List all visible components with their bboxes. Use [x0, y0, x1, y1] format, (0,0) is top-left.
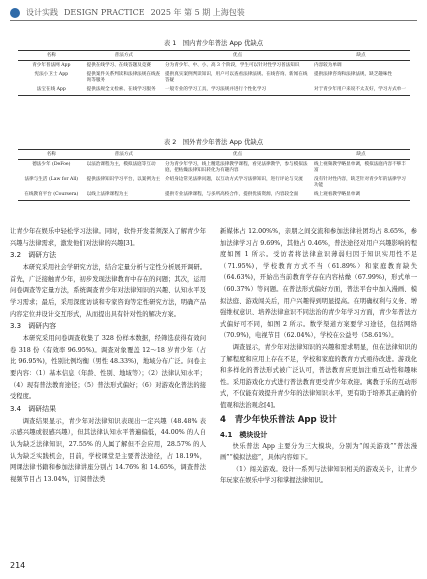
table-cell: 没有针对性内容，缺乏针对青少年的法律学习功能 [313, 177, 406, 189]
table-header-cell: 普法方式 [85, 51, 163, 61]
table-header-cell: 名称 [18, 150, 85, 160]
table-header-cell: 名称 [18, 51, 85, 61]
journal-name-en: DESIGN PRACTICE [64, 8, 145, 17]
heading-4: 4 青少年快乐普法 App 设计 [220, 414, 337, 425]
table2-caption: 表 2 国外青少年普法 App 优缺点 [163, 138, 264, 146]
header-rule [10, 20, 417, 21]
paragraph-modules: 快乐普法 App 主要分为三大模块，分别为“闯关游戏”“普法漫画”“模拟法庭”，具体内容如下。 [220, 442, 417, 462]
paragraph-summary: 调查显示，青少年对法律知识的兴趣和需求明显，但在法律知识的了解程度和应用上存在不足，学校和家庭的教育方式亟待改进。游戏化和多样化的普法形式被广泛认可，普法教育应更加注重互动性和趣味性。采用游戏化方式进行普法教育更受青少年欢迎。寓教于乐的互动形式，不仅能有效提升青少年的法律知识水平，更有助于培养其正确的价值观和法治观念[4]。 [220, 343, 417, 409]
table-cell: 一般专业的学习工具，学习法规并进行个性化学习 [163, 86, 312, 96]
heading-4-1: 4.1 模块设计 [220, 430, 268, 439]
table-cell: 法律与生活 (Law for All) [24, 177, 79, 183]
paragraph-content: 本研究采用问卷调查收集了 328 份样本数据，经筛选获得有效问卷 318 份（有效率 96.95%)。调查对象覆盖 12～18 岁青少年（占比 96.95%)，性别比例均衡（男性 48.33%)，地域分布广泛。问卷主要内容：（1）基本信息（年龄、性别、地域等）；（2）法律认知水平；（4）现有普法教育途径；（5）普法形式偏好；（6）对游戏化普法的接受程度。 [10, 335, 206, 401]
running-header [10, 7, 245, 18]
paragraph-methods: 本研究采用社会学研究方法，结合定量分析与定性分析展开调研。首先，广泛接触青少年，初步发现法律教育中存在的问题；其次，运用问卷调查等定量方法，系统调查青少年对法律知识的兴趣、认知水平及学习需求；最后，采用深度访谈和专家咨询等定性研究方法，明确产品内容定位并设计交互形式，从而提出具有针对性的解决方案。 [10, 264, 206, 318]
table-cell: 提供在线学习、在线答题及竞赛 [86, 62, 151, 68]
table-cell: 青少年普法网 App [32, 62, 71, 68]
table-row [18, 176, 410, 191]
journal-name: 设计实践 [26, 8, 58, 17]
table-row [18, 86, 410, 96]
table-header-cell: 缺点 [312, 150, 410, 160]
table-cell: 线上视频教学略显单调，模拟法庭内容不够丰富 [313, 161, 406, 173]
table-cell: 提供法律知识学习平台，以案例为主 [86, 177, 161, 183]
left-column [10, 226, 206, 485]
table-header-cell: 优点 [163, 51, 312, 61]
table-cell: 内容较为单调 [313, 62, 342, 68]
table-cell: 分为青少年学习，线上精选法律教学课程，看见法律教学，参与模拟法庭，把枯燥法律知识转化为有趣内容 [165, 161, 308, 173]
table-cell: 提供法规全文检索、在线学习服务 [85, 86, 163, 96]
table-row [18, 160, 410, 176]
heading-3-4: 3.4 调研结果 [10, 404, 57, 413]
table-cell: 德法少年 (DeFoe) [32, 161, 71, 167]
table-cell: 提供法律咨询和法律法规，缺乏趣味性 [313, 71, 393, 77]
table-cell: 提供案件关系判读和法律法规在线查询等服务 [86, 71, 161, 84]
table-cell: 法宝在线 App [18, 86, 85, 96]
table-cell: 以法治课程为主，模拟法庭等互动 [86, 161, 156, 167]
table-cell: 以线上法律课程为主 [85, 191, 163, 201]
table-header-cell: 普法方式 [85, 150, 163, 160]
table-cell: 宪法小卫士 App [34, 71, 69, 77]
table-row [18, 70, 410, 85]
issue-info: 2025 年 第 5 期 上海包装 [150, 8, 245, 17]
table1-caption: 表 1 国内青少年普法 App 优缺点 [163, 39, 264, 47]
right-column [220, 226, 417, 487]
table-cell: 提供专业法律课程，与多所高校合作，提供优质资源，内容较全面 [163, 191, 312, 201]
paragraph-game: （1）闯关游戏。设计一系列与法律知识相关的游戏关卡，让青少年玩家在娱乐中学习和掌握法律知识。 [220, 465, 417, 485]
table-row [18, 191, 410, 201]
journal-logo-icon [10, 8, 20, 18]
table-cell: 介绍身边常见法律问题，以互动方式学习法律知识，进行评论与交流 [165, 177, 303, 183]
table-cell: 线上观看教学略显单调 [312, 191, 410, 201]
table-cell: 提供真实案例判读知识，用户可以查看法律法规、在线咨询、新闻在线答疑 [165, 71, 308, 84]
table-domestic-apps [18, 50, 410, 96]
table-cell: 分为青少年、中、小、高 3 个阶段，学生可以针对性学习普法知识 [165, 62, 300, 68]
table-row [18, 61, 410, 71]
table-header-cell: 缺点 [312, 51, 410, 61]
paragraph-results: 调查结果显示，青少年对法律知识表现出一定兴趣（48.48% 表示感兴趣或很感兴趣），但其法律认知水平普遍偏低，44.00% 的人自认为缺乏法律知识，27.55% 的人属了解但不会应用，28.57% 的人认为缺乏实践机会，目前，学校课堂是主要普法途径，占 18.19%，网课法律书籍和参加法律讲座分别占 14.76% 和 14.65%，调查普法视频节目占 13.04%，订阅普法类 [10, 417, 206, 483]
table-cell: 在线教育平台 (Coursera) [18, 191, 85, 201]
heading-3-3: 3.3 调研内容 [10, 322, 57, 331]
table-foreign-apps [18, 149, 410, 201]
intro-paragraph: 让青少年在娱乐中轻松学习法律。同时，软件开发者须深入了解青少年兴趣与法律需求，激发他们对法律的兴趣[3]。 [10, 228, 206, 247]
page-number: 214 [10, 561, 26, 570]
heading-3-2: 3.2 调研方法 [10, 251, 57, 260]
table-header-cell: 优点 [163, 150, 312, 160]
paragraph-results-cont: 新媒体占 12.00%%，亲朋之间交流和参加法律社团均占 8.65%，参加法律学习占 9.69%，其他占 0.46%，普法途径对用户兴趣影响的程度如图 1 所示。受访者将法律意识薄弱归因于知识实用性不足（71.95%)，学校教育方式不当（61.89%）和家庭教育缺失（64.63%)，开始出当前教育学存在内容枯燥（67.99%)，形式单一（60.37%）等问题。在普法形式偏好方面，普法平台中加入漫画、模拟法庭、游戏闯关后，用户兴趣得到明显提高。在明确权利与义务、增强维权意识、培养法律意识不同法治的青少年学习方面，青少年普法方式偏好可不同，如图 2 所示。数学渠道方案要学习途径，包括网络（70.9%)，电视节目（62.04%），学校在公益号（58.61%）。 [220, 228, 417, 340]
table-cell: 对于青少年用户来说不太友好，学习方式单一 [312, 86, 410, 96]
